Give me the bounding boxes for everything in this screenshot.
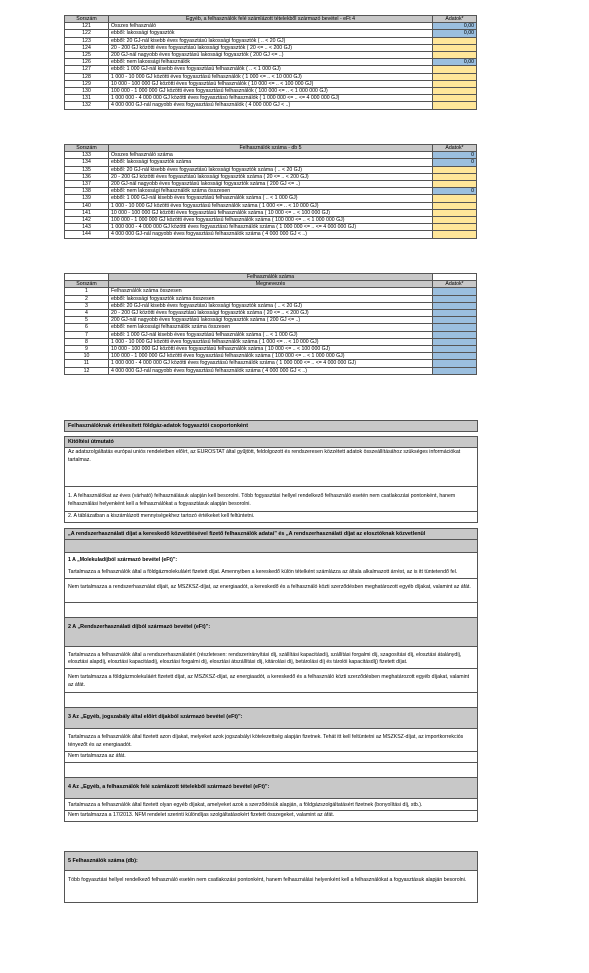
row-label: ebből: nem lakossági felhasználók — [109, 59, 433, 66]
row-label: 100 000 - 1 000 000 GJ közötti éves fogyasztású felhasználók száma ( 100 000 <= .. < 1 000 000 GJ) — [109, 217, 433, 224]
data-value-cell[interactable]: 0,00 — [433, 23, 477, 30]
data-value-cell[interactable] — [433, 173, 477, 180]
instructions-box — [64, 436, 478, 523]
row-number: 4 — [65, 310, 109, 317]
row-number: 139 — [65, 195, 109, 202]
col-header-adatok: Adatok* — [433, 145, 477, 152]
data-value-cell[interactable] — [433, 37, 477, 44]
row-label: ebből: nem lakossági felhasználók száma összesen — [109, 188, 433, 195]
row-label: ebből: lakossági fogyasztók száma — [109, 159, 433, 166]
row-number: 140 — [65, 202, 109, 209]
row-label: 20 - 200 GJ közötti éves fogyasztású lakossági fogyasztók száma ( 20 <= .. < 200 GJ) — [109, 310, 433, 317]
data-value-cell[interactable] — [433, 195, 477, 202]
row-number: 133 — [65, 152, 109, 159]
table-row — [65, 73, 477, 80]
row-label: 20 - 200 GJ közötti éves fogyasztású lakossági fogyasztók száma ( 20 <= .. < 200 GJ) — [109, 173, 433, 180]
row-number: 2 — [65, 295, 109, 302]
row-label: Összes felhasználó száma — [109, 152, 433, 159]
row-label: ebből: nem lakossági felhasználók száma összesen — [109, 324, 433, 331]
table-top-title: Felhasználók száma — [109, 274, 433, 281]
row-label: ebből: lakossági fogyasztók — [109, 30, 433, 37]
row-label: ebből: 1 000 GJ-nál kisebb éves fogyasztású felhasználók ( .. < 1 000 GJ) — [109, 66, 433, 73]
row-label: 1 000 000 - 4 000 000 GJ közötti éves fogyasztású felhasználók száma ( 1 000 000 <= .. <= 4 000 000 GJ) — [109, 360, 433, 367]
row-label: ebből: 1 000 GJ-nál kisebb éves fogyasztású felhasználók száma ( .. < 1 000 GJ) — [109, 331, 433, 338]
table-row — [65, 88, 477, 95]
table-row — [65, 152, 477, 159]
data-value-cell[interactable] — [433, 73, 477, 80]
table-row — [65, 202, 477, 209]
table-row — [65, 338, 477, 345]
row-number: 137 — [65, 181, 109, 188]
data-value-cell[interactable] — [433, 302, 477, 309]
table-row — [65, 209, 477, 216]
data-value-cell[interactable]: 0,00 — [433, 59, 477, 66]
row-label: 200 GJ-nál nagyobb éves fogyasztású lakossági fogyasztók száma ( 200 GJ <= ..) — [109, 317, 433, 324]
data-value-cell[interactable] — [433, 295, 477, 302]
data-value-cell[interactable] — [433, 52, 477, 59]
instructions-title: Kitöltési útmutató — [65, 437, 477, 448]
section-4-title: 4 Az „Egyéb, a felhasználók felé számlázott tételekből származó bevétel (eFt)”: — [65, 778, 477, 799]
row-number: 123 — [65, 37, 109, 44]
row-label: 200 GJ-nál nagyobb éves fogyasztású lakossági fogyasztók száma ( 200 GJ <= ..) — [109, 181, 433, 188]
col-header-sorszam: Sorszám — [65, 145, 109, 152]
data-value-cell[interactable] — [433, 324, 477, 331]
table-row — [65, 288, 477, 295]
table-row — [65, 346, 477, 353]
row-label: ebből: 20 GJ-nál kisebb éves fogyasztású lakossági fogyasztók száma ( .. < 20 GJ) — [109, 166, 433, 173]
row-label: 10 000 - 100 000 GJ közötti éves fogyasztású felhasználók száma ( 10 000 <= .. < 100 000 GJ) — [109, 209, 433, 216]
row-label: Felhasználók száma összesen — [109, 288, 433, 295]
users-summary-table — [64, 273, 477, 375]
row-label: 1 000 000 - 4 000 000 GJ közötti éves fogyasztású felhasználók ( 1 000 000 <= .. <= 4 000 000 GJ) — [109, 95, 433, 102]
section-3-text-1: Tartalmazza a felhasználók által fizetett azon díjakat, melyeket azok jogszabályi kötelezettség alapján fizetnek. Tehát itt kell feltüntetni az MSZKSZ-díjat, az importkorrekciós tényezőt és az energiaadót. — [65, 729, 477, 752]
row-label: 4 000 000 GJ-nál nagyobb éves fogyasztású felhasználók száma ( 4 000 000 GJ < ..) — [109, 367, 433, 374]
row-number: 122 — [65, 30, 109, 37]
data-value-cell[interactable] — [433, 331, 477, 338]
table-row — [65, 95, 477, 102]
row-number: 135 — [65, 166, 109, 173]
table-row — [65, 80, 477, 87]
row-number: 3 — [65, 302, 109, 309]
table-row — [65, 181, 477, 188]
row-number: 12 — [65, 367, 109, 374]
data-value-cell[interactable] — [433, 80, 477, 87]
data-value-cell[interactable] — [433, 95, 477, 102]
revenue-table-other — [64, 15, 477, 110]
table-row — [65, 159, 477, 166]
col-header-sorszam: Sorszám — [65, 281, 109, 288]
col-header-title: Megnevezés — [109, 281, 433, 288]
section-3-title: 3 Az „Egyéb, jogszabály által előírt díjakból származó bevétel (eFt)”: — [65, 708, 477, 729]
col-header-title: Egyéb, a felhasználók felé számlázott tételekből származó bevétel - eFt 4 — [109, 16, 433, 23]
instructions-text: Az adatszolgáltatás európai uniós rendeletben előírt, az EUROSTAT által gyűjtött, feldolgozott és rendszeresen közzétett adatok összeállításához szükséges információkat tartalmaz. — [65, 448, 477, 487]
table-row — [65, 295, 477, 302]
row-number: 1 — [65, 288, 109, 295]
section-3-text-2: Nem tartalmazza az áfát. — [65, 752, 477, 763]
section-5-box — [64, 851, 478, 903]
row-number: 127 — [65, 66, 109, 73]
row-number: 11 — [65, 360, 109, 367]
data-value-cell[interactable] — [433, 181, 477, 188]
data-value-cell[interactable] — [433, 166, 477, 173]
row-label: ebből: 20 GJ-nál kisebb éves fogyasztású lakossági fogyasztók száma ( .. < 20 GJ) — [109, 302, 433, 309]
row-number: 126 — [65, 59, 109, 66]
row-label: 20 - 200 GJ közötti éves fogyasztású lakossági fogyasztók ( 20 <= .. < 200 GJ) — [109, 44, 433, 51]
section-a-box — [64, 528, 478, 822]
row-number: 128 — [65, 73, 109, 80]
data-value-cell[interactable] — [433, 310, 477, 317]
table-row — [65, 30, 477, 37]
row-label: 10 000 - 100 000 GJ közötti éves fogyasztású felhasználók száma ( 10 000 <= .. < 100 000 GJ) — [109, 346, 433, 353]
section-1-text-2: Nem tartalmazza a rendszerhasználat díjait, az MSZKSZ-díjat, az energiaadót, a kereskedő és a felhasználó közti szerződésben meghatározott egyéb díjakat, valamint az áfát. — [65, 579, 477, 603]
section-a-title: „A rendszerhasználati díjat a kereskedő közvetítésével fizető felhasználók adatai” és „A rendszerhasználati díjat az elosztóknak közvetlenül — [65, 529, 477, 540]
data-value-cell[interactable] — [433, 66, 477, 73]
table-row — [65, 52, 477, 59]
section-4-text-2: Nem tartalmazza a 17/2013. NFM rendelet szerinti különdíjas szolgáltatásokért fizetett összegeket, valamint az áfát. — [68, 812, 335, 819]
table-row — [65, 231, 477, 238]
col-header-sorszam: Sorszám — [65, 16, 109, 23]
data-value-cell[interactable] — [433, 231, 477, 238]
data-value-cell[interactable] — [433, 346, 477, 353]
row-number: 129 — [65, 80, 109, 87]
section-1-title: 1 A „Molekuladíjból származó bevétel (eFt)”: — [68, 557, 178, 563]
user-count-table — [64, 144, 477, 239]
col-header-adatok: Adatok* — [433, 281, 477, 288]
table-row — [65, 59, 477, 66]
data-value-cell[interactable] — [433, 202, 477, 209]
row-label: Összes felhasználó — [109, 23, 433, 30]
data-value-cell[interactable] — [433, 367, 477, 374]
row-number: 131 — [65, 95, 109, 102]
row-label: 1 000 - 10 000 GJ közötti éves fogyasztású felhasználók száma ( 1 000 <= .. < 10 000 GJ) — [109, 202, 433, 209]
data-value-cell[interactable] — [433, 360, 477, 367]
table-row — [65, 173, 477, 180]
table-row — [65, 324, 477, 331]
row-label: 1 000 - 10 000 GJ közötti éves fogyasztású felhasználók száma ( 1 000 <= .. < 10 000 GJ) — [109, 338, 433, 345]
data-value-cell[interactable]: 0 — [433, 152, 477, 159]
row-number: 6 — [65, 324, 109, 331]
row-number: 10 — [65, 353, 109, 360]
row-label: ebből: lakossági fogyasztók száma összesen — [109, 295, 433, 302]
row-number: 9 — [65, 346, 109, 353]
col-header-adatok: Adatok* — [433, 16, 477, 23]
guide-header-box — [64, 420, 478, 432]
row-number: 138 — [65, 188, 109, 195]
table-row — [65, 217, 477, 224]
instruction-point-2: 2. A táblázatban a kiszámlázott mennyiségekhez tartozó értékeket kell feltüntetni. — [68, 513, 255, 519]
table-row — [65, 317, 477, 324]
data-value-cell[interactable] — [433, 44, 477, 51]
row-number: 141 — [65, 209, 109, 216]
row-number: 144 — [65, 231, 109, 238]
table-row — [65, 331, 477, 338]
table-row — [65, 360, 477, 367]
table-row — [65, 44, 477, 51]
table-row — [65, 37, 477, 44]
section-1-text-1: Tartalmazza a felhasználók által a földgázmolekuláért fizetett díjat. Amennyiben a kereskedő külön tételként számlázza az általa alkalmazott árrést, az is itt tüntetendő fel. — [65, 566, 477, 579]
row-label: ebből: 1 000 GJ-nál kisebb éves fogyasztású felhasználók száma ( .. < 1 000 GJ) — [109, 195, 433, 202]
data-value-cell[interactable]: 0 — [433, 159, 477, 166]
row-label: ebből: 20 GJ-nál kisebb éves fogyasztású lakossági fogyasztók ( .. < 20 GJ) — [109, 37, 433, 44]
instruction-point-1: 1. A felhasználókat az éves (várható) felhasználásuk alapján kell besorolni. Több fogyasztási hellyel rendelkező felhasználó esetén nem csatlakozási pontonként, hanem felhasználási helyenként kell a felhasználókat a fogyasztásuk alapján besorolni. — [65, 487, 477, 512]
row-label: 100 000 - 1 000 000 GJ közötti éves fogyasztású felhasználók ( 100 000 <= .. < 1 000 000 GJ) — [109, 88, 433, 95]
data-value-cell[interactable] — [433, 88, 477, 95]
row-number: 143 — [65, 224, 109, 231]
table-row — [65, 195, 477, 202]
row-number: 124 — [65, 44, 109, 51]
row-number: 8 — [65, 338, 109, 345]
table-row — [65, 23, 477, 30]
data-value-cell[interactable] — [433, 353, 477, 360]
table-row — [65, 224, 477, 231]
table-row — [65, 367, 477, 374]
section-5-text: Több fogyasztási hellyel rendelkező felhasználó esetén nem csatlakozási pontonként, hanem felhasználási helyenként kell a felhasználókat a fogyasztásuk alapján besorolni. — [68, 877, 467, 883]
row-number: 130 — [65, 88, 109, 95]
row-number: 132 — [65, 102, 109, 109]
row-label: 4 000 000 GJ-nál nagyobb éves fogyasztású felhasználók ( 4 000 000 GJ < ..) — [109, 102, 433, 109]
section-4-text-1: Tartalmazza a felhasználók által fizetett olyan egyéb díjakat, amelyeket azok a szerződésük alapján, a földgázszolgáltatásért fizetnek (bonyolítási díj, stb.). — [65, 799, 477, 812]
section-5-title: 5 Felhasználók száma (db): — [65, 852, 477, 871]
row-number: 142 — [65, 217, 109, 224]
row-number: 125 — [65, 52, 109, 59]
data-value-cell[interactable]: 0 — [433, 188, 477, 195]
col-header-title: Felhasználók száma - db 5 — [109, 145, 433, 152]
guide-main-title: Felhasználóknak értékesített földgáz-adatok fogyasztói csoportonként — [65, 421, 477, 431]
table-row — [65, 310, 477, 317]
row-number: 136 — [65, 173, 109, 180]
row-label: 1 000 - 10 000 GJ közötti éves fogyasztású felhasználók ( 1 000 <= .. < 10 000 GJ) — [109, 73, 433, 80]
section-2-text-1: Tartalmazza a felhasználók által a rendszerhasználatért (részletesen: rendszerirányítási díj, szállítási kapacitásdíj, szállítási forgalmi díj, szagosítási díj, elosztási átalánydíj, elosztási alapdíj, elosztási kapacitásdíj, elosztási forgalmi díj, elosztási átszállítási díj, kitárolási díj, betárolási díj és tárolói kapacitásdíj) fizetett díjat. — [65, 647, 477, 670]
table-row — [65, 102, 477, 109]
data-value-cell[interactable] — [433, 102, 477, 109]
row-number: 7 — [65, 331, 109, 338]
row-number: 134 — [65, 159, 109, 166]
table-row — [65, 188, 477, 195]
data-value-cell[interactable] — [433, 317, 477, 324]
row-label: 1 000 000 - 4 000 000 GJ közötti éves fogyasztású felhasználók száma ( 1 000 000 <= .. <= 4 000 000 GJ) — [109, 224, 433, 231]
section-2-text-2: Nem tartalmazza a földgázmolekuláért fizetett díjat, az MSZKSZ-díjat, az energiaadót, a kereskedő és a felhasználó közti szerződésben meghatározott egyéb díjakat, valamint az áfát. — [65, 669, 477, 693]
data-value-cell[interactable]: 0,00 — [433, 30, 477, 37]
data-value-cell[interactable] — [433, 338, 477, 345]
data-value-cell[interactable] — [433, 217, 477, 224]
data-value-cell[interactable] — [433, 288, 477, 295]
row-label: 200 GJ-nál nagyobb éves fogyasztású lakossági fogyasztók ( 200 GJ <= ..) — [109, 52, 433, 59]
section-2-title: 2 A „Rendszerhasználati díjból származó bevétel (eFt)”: — [65, 618, 477, 647]
row-number: 121 — [65, 23, 109, 30]
table-row — [65, 66, 477, 73]
table-row — [65, 353, 477, 360]
data-value-cell[interactable] — [433, 209, 477, 216]
table-row — [65, 166, 477, 173]
data-value-cell[interactable] — [433, 224, 477, 231]
row-label: 10 000 - 100 000 GJ közötti éves fogyasztású felhasználók ( 10 000 <= .. < 100 000 GJ) — [109, 80, 433, 87]
row-label: 4 000 000 GJ-nál nagyobb éves fogyasztású felhasználók száma ( 4 000 000 GJ < ..) — [109, 231, 433, 238]
row-label: 100 000 - 1 000 000 GJ közötti éves fogyasztású felhasználók száma ( 100 000 <= .. < 1 000 000 GJ) — [109, 353, 433, 360]
table-row — [65, 302, 477, 309]
row-number: 5 — [65, 317, 109, 324]
